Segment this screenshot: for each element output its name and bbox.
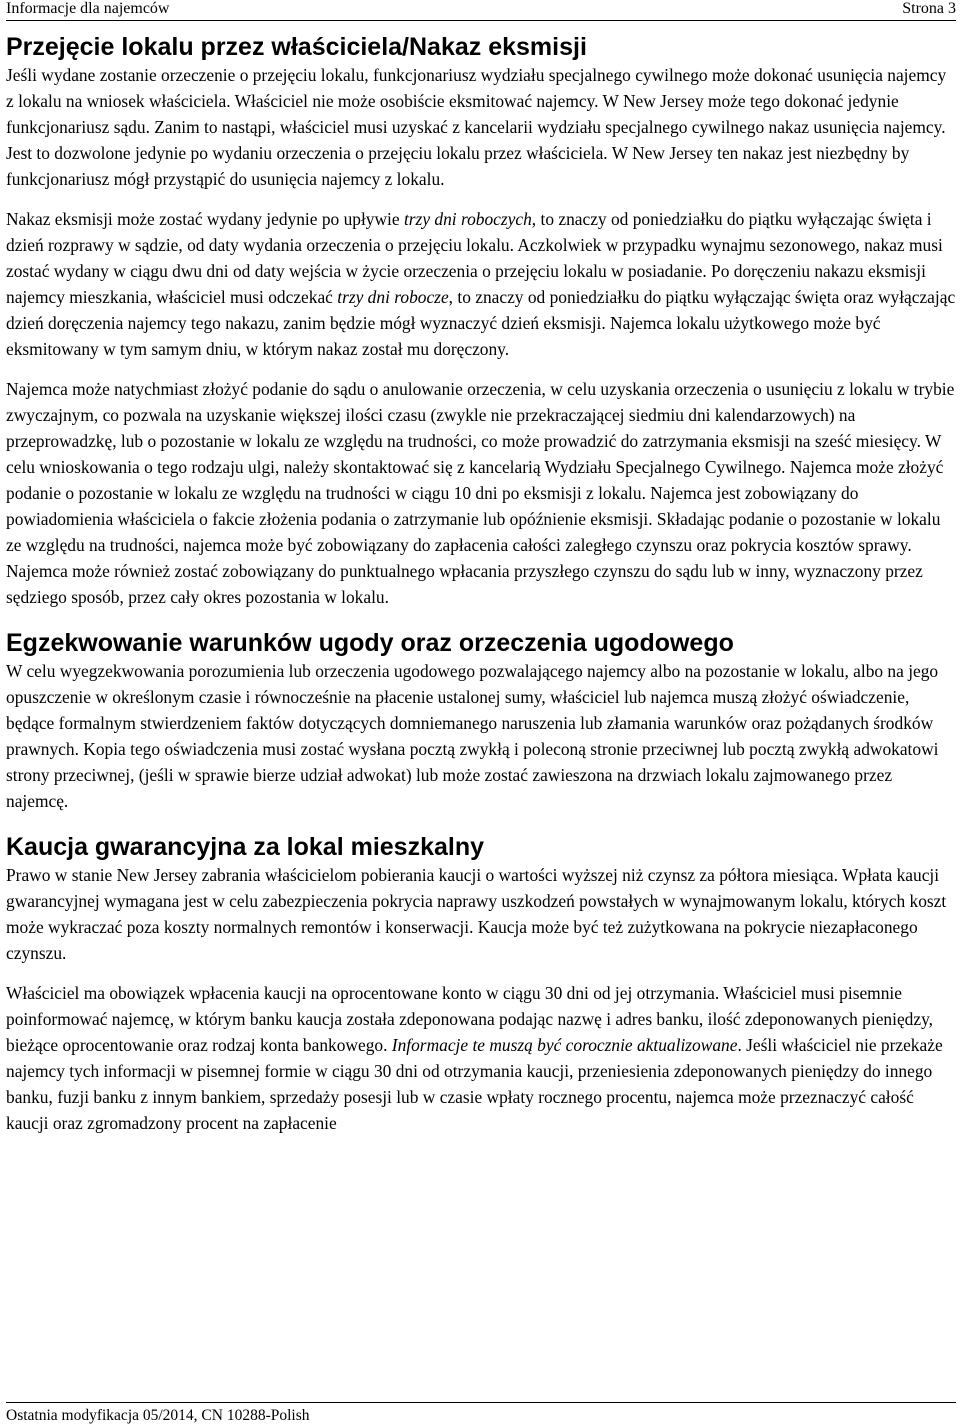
text-span: , to znaczy od poniedziałku do piątku wyłączając święta oraz wyłączając dzień doręczenia najemcy tego nakazu, zanim będzie mógł wyznaczyć dzień eksmisji. Najemca lokalu użytkowego może być eksmitowany w tym samym dniu, w którym nakaz został mu doręczony. xyxy=(6,287,956,359)
footer-text: Ostatnia modyfikacja 05/2014, CN 10288-Polish xyxy=(6,1407,310,1424)
paragraph-eviction-1: Jeśli wydane zostanie orzeczenie o przejęciu lokalu, funkcjonariusz wydziału specjalnego cywilnego może dokonać usunięcia najemcy z lokalu na wniosek właściciela. Właściciel nie może osobiście eksmitować najemcy. W New Jersey może tego dokonać jedynie funkcjonariusz sądu. Zanim to nastąpi, właściciel musi uzyskać z kancelarii wydziału specjalnego cywilnego nakaz usunięcia najemcy. Jest to dozwolone jedynie po wydaniu orzeczenia o przejęciu lokalu przez właściciela. W New Jersey ten nakaz jest niezbędny by funkcjonariusz mógł przystąpić do usunięcia najemcy z lokalu. xyxy=(6,65,947,189)
section-heading-security-deposit: Kaucja gwarancyjna za lokal mieszkalny xyxy=(6,833,485,861)
emphasis-text: trzy dni robocze xyxy=(337,287,449,307)
paragraph-eviction-2 xyxy=(6,206,956,362)
text-span: , to znaczy od poniedziałku do piątku wyłączając święta i dzień rozprawy w sądzie, od daty wydania orzeczenia o przejęciu lokalu. Aczkolwiek w przypadku wynajmu sezonowego, nakaz musi zostać wydany w ciągu dwu dni od daty wejścia w życie orzeczenia o przejęciu lokalu w posiadanie. Po doręczeniu nakazu eksmisji najemcy mieszkania, właściciel musi odczekać xyxy=(6,209,943,307)
document-body xyxy=(6,32,956,1136)
document-page xyxy=(6,0,956,1427)
emphasis-text: Informacje te muszą być corocznie aktualizowane xyxy=(391,1035,738,1055)
paragraph-deposit-2 xyxy=(6,980,956,1136)
header-title: Informacje dla najemców xyxy=(6,0,170,17)
section-heading-eviction: Przejęcie lokalu przez właściciela/Nakaz eksmisji xyxy=(6,33,587,61)
section-heading-enforcement: Egzekwowanie warunków ugody oraz orzeczenia ugodowego xyxy=(6,629,734,657)
emphasis-text: trzy dni roboczych xyxy=(403,209,532,229)
page-footer xyxy=(6,1402,956,1427)
text-span: Właściciel ma obowiązek wpłacenia kaucji na oprocentowane konto w ciągu 30 dni od jej otrzymania. Właściciel musi pisemnie poinformować najemcę, w którym banku kaucja została zdeponowana podając nazwę i adres banku, ilość zdeponowanych pieniędzy, bieżące oprocentowanie oraz rodzaj konta bankowego. xyxy=(6,983,933,1055)
text-span: Nakaz eksmisji może zostać wydany jedynie po upływie xyxy=(6,209,404,229)
paragraph-deposit-1: Prawo w stanie New Jersey zabrania właścicielom pobierania kaucji o wartości wyższej niż czynsz za półtora miesiąca. Wpłata kaucji gwarancyjnej wymagana jest w celu zabezpieczenia pokrycia naprawy uszkodzeń powstałych w wynajmowanym lokalu, których koszt może wykraczać poza koszty normalnych remontów i konserwacji. Kaucja może być też zużytkowana na pokrycie niezapłaconego czynszu. xyxy=(6,865,947,963)
paragraph-eviction-3: Najemca może natychmiast złożyć podanie do sądu o anulowanie orzeczenia, w celu uzyskania orzeczenia o usunięciu z lokalu w trybie zwyczajnym, co pozwala na uzyskanie większej ilości czasu (zwykle nie przekraczającej siedmiu dni kalendarzowych) na przeprowadzkę, lub o pozostanie w lokalu ze względu na trudności, co może prowadzić do zatrzymania eksmisji na sześć miesięcy. W celu wnioskowania o tego rodzaju ulgi, należy skontaktować się z kancelarią Wydziału Specjalnego Cywilnego. Najemca może złożyć podanie o pozostanie w lokalu ze względu na trudności w ciągu 10 dni po eksmisji z lokalu. Najemca jest zobowiązany do powiadomienia właściciela o fakcie złożenia podania o zatrzymanie lub opóźnienie eksmisji. Składając podanie o pozostanie w lokalu ze względu na trudności, najemca może być zobowiązany do zapłacenia całości zaległego czynszu oraz pokrycia kosztów sprawy. Najemca może również zostać zobowiązany do punktualnego wpłacania przyszłego czynszu do sądu lub w inny, wyznaczony przez sędziego sposób, przez cały okres pozostania w lokalu. xyxy=(6,379,955,607)
page-header xyxy=(6,0,956,21)
page-number: Strona 3 xyxy=(902,0,956,17)
paragraph-enforcement-1: W celu wyegzekwowania porozumienia lub orzeczenia ugodowego pozwalającego najemcy albo na pozostanie w lokalu, albo na jego opuszczenie w określonym czasie i równocześnie na płacenie ustalonej sumy, właściciel lub najemca muszą złożyć oświadczenie, będące formalnym stwierdzeniem faktów dotyczących domniemanego naruszenia lub złamania warunków oraz pożądanych środków prawnych. Kopia tego oświadczenia musi zostać wysłana pocztą zwykłą i poleconą stronie przeciwnej lub pocztą zwykłą adwokatowi strony przeciwnej, (jeśli w sprawie bierze udział adwokat) lub może zostać zawieszona na drzwiach lokalu zajmowanego przez najemcę. xyxy=(6,661,939,811)
text-span: . Jeśli właściciel nie przekaże najemcy tych informacji w pisemnej formie w ciągu 30 dni od otrzymania kaucji, przeniesienia zdeponowanych pieniędzy do innego banku, fuzji banku z innym bankiem, sprzedaży posesji lub w czasie wpłaty rocznego procentu, najemca może przeznaczyć całość kaucji oraz zgromadzony procent na zapłacenie xyxy=(6,1035,943,1133)
